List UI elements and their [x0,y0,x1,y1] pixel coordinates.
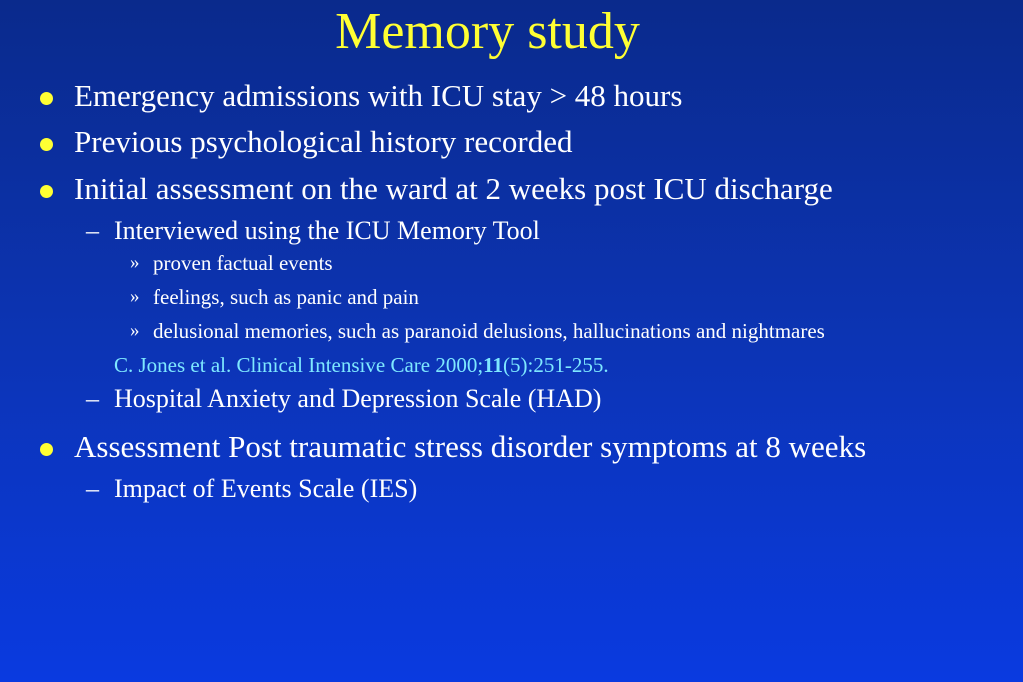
citation-prefix: C. Jones et al. Clinical Intensive Care 2000; [114,353,484,377]
bullet-dot-icon [40,185,53,198]
raquo-marker: » [130,320,140,341]
raquo-marker: » [130,286,140,307]
bullet-dot-icon [40,92,53,105]
bullet-text: Initial assessment on the ward at 2 weeks post ICU discharge [74,171,833,206]
bullet-item [0,428,1023,466]
citation-suffix: (5):251-255. [503,353,609,377]
bullet-item [0,170,1023,208]
bullet-dot-icon [40,443,53,456]
sub-bullet-text: Interviewed using the ICU Memory Tool [114,216,540,245]
sub-bullet-text: Impact of Events Scale (IES) [114,474,418,503]
sub-sub-bullet-item [0,284,1023,310]
dash-marker: – [86,474,99,503]
slide-content [0,78,1023,504]
sub-sub-bullet-text: delusional memories, such as paranoid delusions, hallucinations and nightmares [153,319,825,343]
slide-title: Memory study [335,3,640,60]
sub-bullet-text: Hospital Anxiety and Depression Scale (HAD) [114,384,602,413]
dash-marker: – [86,216,99,245]
bullet-text: Emergency admissions with ICU stay > 48 hours [74,78,683,113]
citation [0,352,1023,378]
bullet-text: Assessment Post traumatic stress disorder symptoms at 8 weeks [74,429,867,464]
dash-marker: – [86,384,99,413]
bullet-dot-icon [40,138,53,151]
sub-bullet-item [0,216,1023,246]
raquo-marker: » [130,252,140,273]
sub-sub-bullet-text: proven factual events [153,251,333,275]
bullet-item [0,124,1023,160]
bullet-item [0,78,1023,114]
sub-sub-bullet-item [0,318,1023,344]
bullet-text: Previous psychological history recorded [74,124,573,159]
citation-volume: 11 [483,353,504,377]
sub-bullet-item [0,474,1023,504]
sub-sub-bullet-item [0,250,1023,276]
sub-bullet-item [0,384,1023,414]
sub-sub-bullet-text: feelings, such as panic and pain [153,285,419,309]
